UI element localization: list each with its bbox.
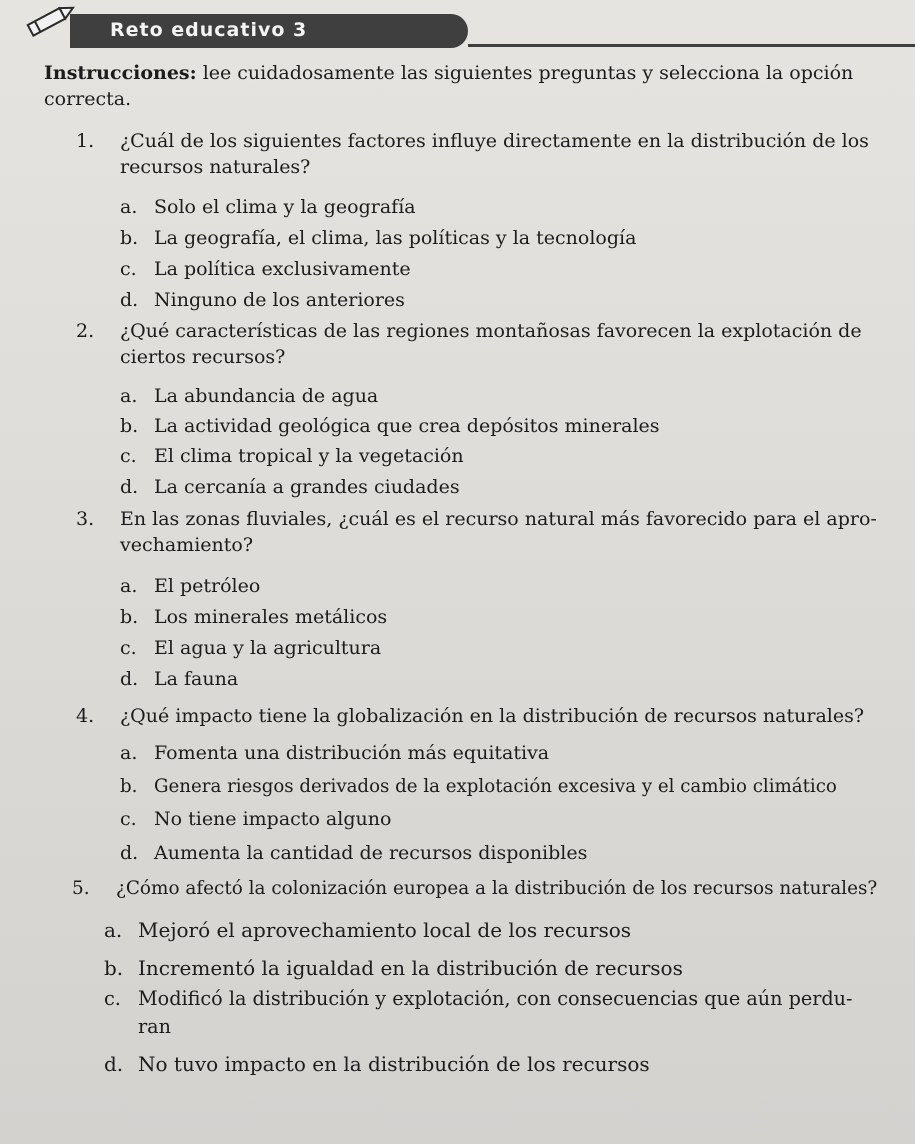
option-5c[interactable]	[104, 985, 853, 1041]
question-number: 2.	[76, 320, 95, 342]
option-text: Solo el clima y la geografía	[154, 196, 416, 218]
option-text: La actividad geológica que crea depósitos minerales	[154, 415, 660, 437]
question-number: 5.	[72, 878, 90, 899]
option-text: Modificó la distribución y explotación, con consecuencias que aún perdu-	[138, 987, 853, 1010]
option-text: La geografía, el clima, las políticas y la tecnología	[154, 227, 637, 249]
option-text: La abundancia de agua	[154, 385, 379, 407]
question-text	[120, 506, 877, 558]
option-text: No tiene impacto alguno	[154, 808, 392, 830]
option-4b[interactable]	[120, 774, 837, 800]
option-letter: c.	[120, 258, 137, 280]
option-4a[interactable]	[120, 740, 549, 766]
option-1a[interactable]	[120, 194, 416, 220]
option-4d[interactable]	[120, 840, 587, 866]
page-title: Reto educativo 3	[110, 19, 308, 41]
question-line: ¿Cuál de los siguientes factores influye directamente en la distribución de los	[120, 130, 869, 152]
option-3c[interactable]	[120, 635, 381, 661]
option-letter: b.	[104, 956, 124, 980]
option-text: Los minerales metálicos	[154, 606, 388, 628]
option-2d[interactable]	[120, 474, 460, 500]
option-letter: d.	[120, 842, 139, 864]
option-text: Ninguno de los anteriores	[154, 289, 405, 311]
option-text: La cercanía a grandes ciudades	[154, 476, 460, 498]
option-text: La fauna	[154, 668, 239, 690]
question-text	[116, 876, 877, 902]
instructions-lead: Instrucciones:	[44, 62, 197, 84]
question-line: ¿Qué impacto tiene la globalización en la distribución de recursos naturales?	[120, 705, 865, 727]
question-line: En las zonas fluviales, ¿cuál es el recurso natural más favorecido para el apro-	[120, 508, 877, 530]
option-letter: c.	[120, 637, 137, 659]
option-1c[interactable]	[120, 256, 411, 282]
option-text-continued: ran	[138, 1015, 171, 1038]
instructions	[44, 60, 874, 112]
option-letter: a.	[120, 196, 138, 218]
option-5d[interactable]	[104, 1051, 650, 1077]
question-number: 1.	[76, 130, 95, 152]
option-text: El agua y la agricultura	[154, 637, 382, 659]
option-letter: d.	[120, 289, 139, 311]
option-text: La política exclusivamente	[154, 258, 411, 280]
option-text: Fomenta una distribución más equitativa	[154, 742, 550, 764]
question-text	[120, 703, 864, 729]
option-letter: d.	[120, 668, 139, 690]
option-2c[interactable]	[120, 443, 464, 469]
question-line: ¿Qué características de las regiones montañosas favorecen la explotación de	[120, 320, 862, 342]
option-text: El clima tropical y la vegetación	[154, 445, 464, 467]
option-4c[interactable]	[120, 806, 391, 832]
option-text: Incrementó la igualdad en la distribución de recursos	[138, 956, 683, 980]
option-letter: b.	[120, 776, 138, 797]
option-1d[interactable]	[120, 287, 405, 313]
question-line: ciertos recursos?	[120, 346, 286, 368]
option-text: Genera riesgos derivados de la explotación excesiva y el cambio climático	[154, 776, 837, 797]
option-letter: b.	[120, 606, 139, 628]
option-2b[interactable]	[120, 413, 660, 439]
option-letter: c.	[120, 445, 137, 467]
option-letter: a.	[104, 918, 123, 942]
question-number: 3.	[76, 508, 95, 530]
option-letter: a.	[120, 742, 138, 764]
header-rule	[468, 44, 915, 47]
question-number: 4.	[76, 705, 95, 727]
option-letter: b.	[120, 415, 139, 437]
option-3d[interactable]	[120, 666, 238, 692]
option-letter: c.	[104, 987, 121, 1010]
option-text: No tuvo impacto en la distribución de los recursos	[138, 1052, 650, 1076]
question-text	[120, 318, 862, 370]
option-2a[interactable]	[120, 383, 378, 409]
option-letter: a.	[120, 575, 138, 597]
option-text: Mejoró el aprovechamiento local de los recursos	[138, 918, 632, 942]
question-text	[120, 128, 869, 180]
option-3a[interactable]	[120, 573, 260, 599]
option-5a[interactable]	[104, 917, 631, 943]
option-letter: c.	[120, 808, 137, 830]
option-3b[interactable]	[120, 604, 387, 630]
option-letter: a.	[120, 385, 138, 407]
option-5b[interactable]	[104, 955, 683, 981]
option-letter: b.	[120, 227, 139, 249]
instructions-text: lee cuidadosamente las siguientes preguntas y selecciona la opción correcta.	[44, 62, 854, 110]
option-1b[interactable]	[120, 225, 636, 251]
option-letter: d.	[104, 1052, 124, 1076]
option-letter: d.	[120, 476, 139, 498]
option-text: El petróleo	[154, 575, 261, 597]
question-line: recursos naturales?	[120, 156, 311, 178]
question-line: vechamiento?	[120, 534, 254, 556]
question-line: ¿Cómo afectó la colonización europea a la distribución de los recursos naturales?	[116, 878, 878, 899]
option-text: Aumenta la cantidad de recursos disponibles	[154, 842, 588, 864]
